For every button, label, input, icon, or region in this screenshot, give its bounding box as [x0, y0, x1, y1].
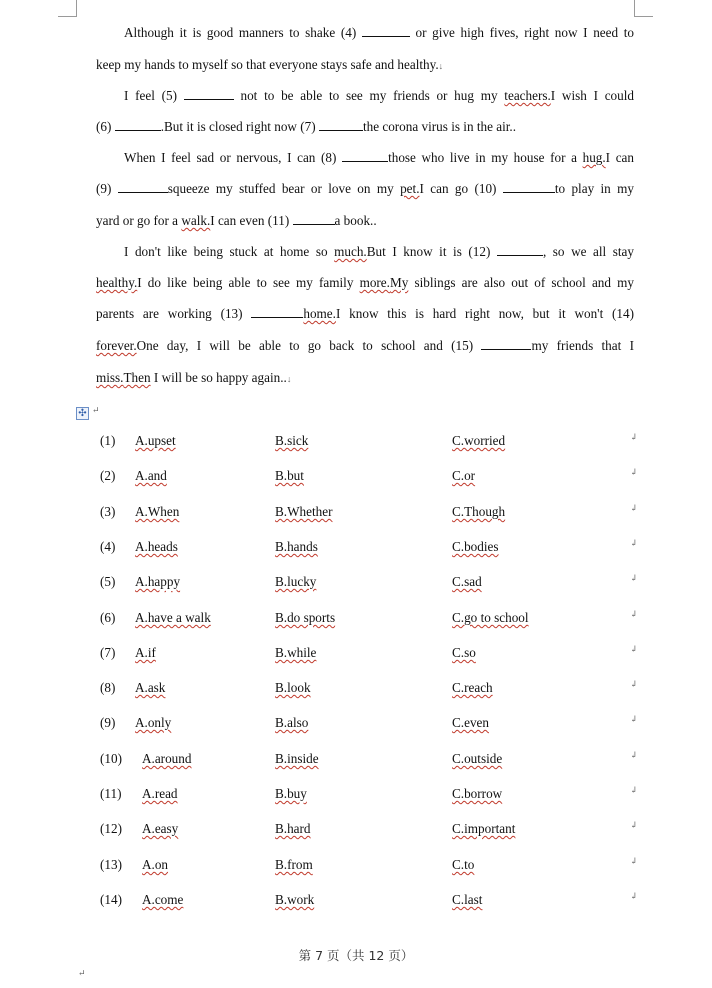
question-number: (4): [100, 539, 116, 554]
option-b[interactable]: B.from: [275, 857, 313, 872]
move-cross-icon[interactable]: ✣: [76, 407, 89, 420]
cell-end-mark: ↲: [630, 750, 638, 760]
cell-end-mark: ↲: [630, 714, 638, 724]
option-row: [100, 464, 640, 488]
option-c[interactable]: C.last: [452, 892, 483, 907]
passage-line: (6) .But it is closed right now (7) the corona virus is in the air..: [96, 116, 634, 138]
option-c[interactable]: C.Though: [452, 504, 506, 519]
question-number: (9): [100, 715, 116, 730]
option-a[interactable]: A.and: [135, 468, 167, 483]
option-c[interactable]: C.outside: [452, 751, 503, 766]
option-b[interactable]: B.hands: [275, 539, 318, 554]
cell-end-mark: ↲: [630, 820, 638, 830]
option-a[interactable]: A.easy: [142, 821, 179, 836]
cell-end-mark: ↲: [630, 679, 638, 689]
cell-end-mark: ↲: [630, 573, 638, 583]
option-b[interactable]: B.look: [275, 680, 311, 695]
cell-end-mark: ↲: [630, 785, 638, 795]
option-row: [100, 853, 640, 877]
answer-blank-5[interactable]: [184, 85, 234, 100]
option-b[interactable]: B.sick: [275, 433, 309, 448]
option-a[interactable]: A.ask: [135, 680, 166, 695]
option-c[interactable]: C.worried: [452, 433, 506, 448]
question-number: (12): [100, 821, 122, 836]
option-b[interactable]: B.lucky: [275, 574, 317, 589]
paragraph-mark: ↵: [92, 405, 100, 415]
option-b[interactable]: B.do sports: [275, 610, 336, 625]
option-c[interactable]: C.even: [452, 715, 489, 730]
passage-line: yard or go for a walk.I can even (11) a book..: [96, 210, 634, 232]
answer-blank-13[interactable]: [251, 303, 303, 318]
option-c[interactable]: C.reach: [452, 680, 493, 695]
passage-line: parents are working (13) home.I know this is hard right now, but it won't (14): [96, 303, 634, 325]
option-a[interactable]: A.only: [135, 715, 172, 730]
cell-end-mark: ↲: [630, 432, 638, 442]
option-b[interactable]: B.buy: [275, 786, 307, 801]
answer-blank-10[interactable]: [503, 178, 555, 193]
option-b[interactable]: B.also: [275, 715, 309, 730]
option-a[interactable]: A.come: [142, 892, 184, 907]
option-row: [100, 676, 640, 700]
option-b[interactable]: B.work: [275, 892, 315, 907]
answer-blank-7[interactable]: [319, 116, 363, 131]
option-c[interactable]: C.borrow: [452, 786, 503, 801]
option-row: [100, 500, 640, 524]
option-c[interactable]: C.to: [452, 857, 475, 872]
option-b[interactable]: B.inside: [275, 751, 319, 766]
passage-line: miss.Then I will be so happy again..↓: [96, 370, 292, 385]
passage-line: (9) squeeze my stuffed bear or love on my pet.I can go (10) to play in my: [96, 178, 634, 200]
paragraph-mark: ↵: [78, 968, 86, 978]
question-number: (13): [100, 857, 122, 872]
passage-line: I feel (5) not to be able to see my friends or hug my teachers.I wish I could: [124, 85, 634, 107]
option-b[interactable]: B.hard: [275, 821, 311, 836]
option-c[interactable]: C.so: [452, 645, 476, 660]
passage-line: When I feel sad or nervous, I can (8) those who live in my house for a hug.I can: [124, 147, 634, 169]
option-a[interactable]: A.read: [142, 786, 178, 801]
question-number: (2): [100, 468, 116, 483]
cell-end-mark: ↲: [630, 891, 638, 901]
option-row: [100, 606, 640, 630]
option-b[interactable]: B.Whether: [275, 504, 333, 519]
page-corner-mark-left: [58, 0, 77, 17]
option-a[interactable]: A.on: [142, 857, 169, 872]
question-number: (10): [100, 751, 122, 766]
option-c[interactable]: C.important: [452, 821, 516, 836]
cell-end-mark: ↲: [630, 856, 638, 866]
option-row: [100, 711, 640, 735]
answer-blank-11[interactable]: [293, 210, 335, 225]
cell-end-mark: ↲: [630, 503, 638, 513]
cell-end-mark: ↲: [630, 467, 638, 477]
option-row: [100, 570, 640, 594]
question-number: (7): [100, 645, 116, 660]
option-a[interactable]: A.have a walk: [135, 610, 211, 625]
cell-end-mark: ↲: [630, 609, 638, 619]
option-a[interactable]: A.if: [135, 645, 156, 660]
answer-blank-9[interactable]: [118, 178, 168, 193]
passage-line: Although it is good manners to shake (4) or give high fives, right now I need to: [124, 22, 634, 44]
option-row: [100, 782, 640, 806]
question-number: (3): [100, 504, 116, 519]
option-a[interactable]: A.happy: [135, 574, 181, 589]
option-row: [100, 817, 640, 841]
option-c[interactable]: C.or: [452, 468, 476, 483]
option-a[interactable]: A.When: [135, 504, 180, 519]
option-row: [100, 747, 640, 771]
passage-line: forever.One day, I will be able to go back to school and (15) my friends that I: [96, 335, 634, 357]
option-row: [100, 888, 640, 912]
option-a[interactable]: A.heads: [135, 539, 178, 554]
passage-line: healthy.I do like being able to see my family more.My siblings are also out of school and my: [96, 275, 634, 290]
option-b[interactable]: B.but: [275, 468, 304, 483]
cell-end-mark: ↲: [630, 538, 638, 548]
answer-blank-12[interactable]: [497, 241, 543, 256]
passage-line: keep my hands to myself so that everyone stays safe and healthy.↓: [96, 57, 444, 72]
option-b[interactable]: B.while: [275, 645, 317, 660]
answer-blank-8[interactable]: [342, 147, 388, 162]
answer-blank-15[interactable]: [481, 335, 531, 350]
option-row: [100, 641, 640, 665]
cell-end-mark: ↲: [630, 644, 638, 654]
option-c[interactable]: C.bodies: [452, 539, 499, 554]
option-c[interactable]: C.sad: [452, 574, 482, 589]
page-footer: 第 7 页（共 12 页）: [298, 948, 414, 963]
question-number: (8): [100, 680, 116, 695]
question-number: (5): [100, 574, 116, 589]
option-a[interactable]: A.around: [142, 751, 192, 766]
option-row: [100, 429, 640, 453]
option-row: [100, 535, 640, 559]
option-c[interactable]: C.go to school: [452, 610, 529, 625]
answer-blank-4[interactable]: [362, 22, 410, 37]
question-number: (11): [100, 786, 122, 801]
page-corner-mark-right: [634, 0, 653, 17]
option-a[interactable]: A.upset: [135, 433, 176, 448]
question-number: (14): [100, 892, 122, 907]
passage-line: I don't like being stuck at home so much.But I know it is (12) , so we all stay: [124, 241, 634, 263]
answer-blank-6[interactable]: [115, 116, 161, 131]
question-number: (6): [100, 610, 116, 625]
question-number: (1): [100, 433, 116, 448]
